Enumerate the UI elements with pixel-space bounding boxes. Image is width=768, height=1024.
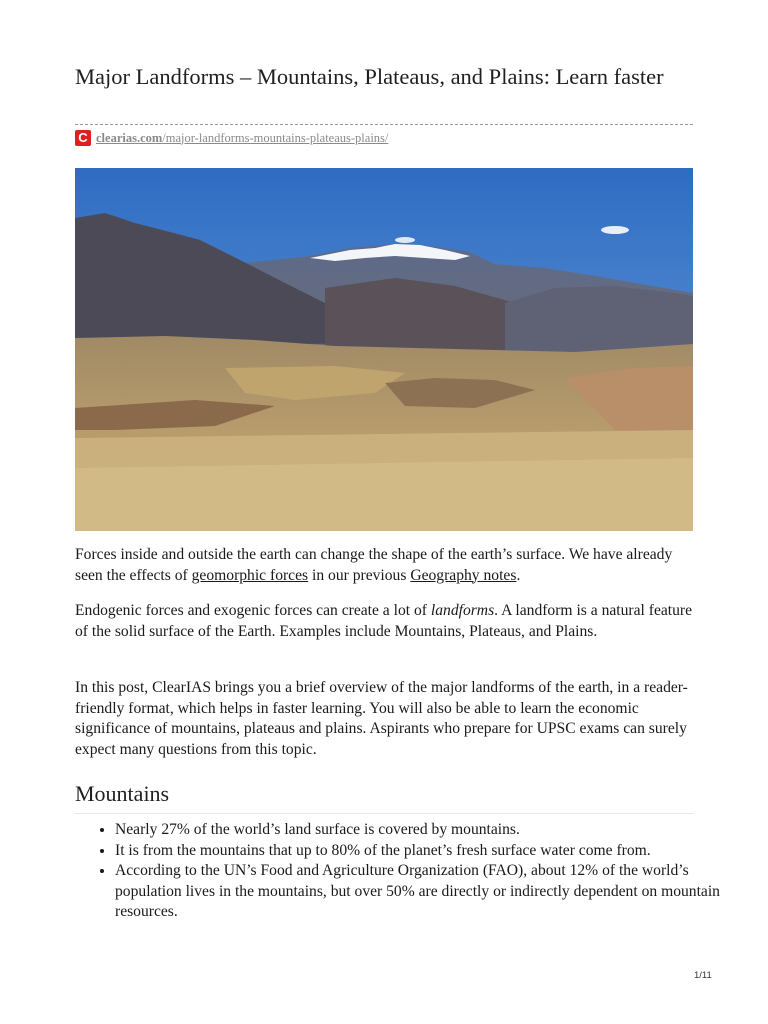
clearias-logo-icon: C <box>75 130 91 146</box>
page-number: 1/11 <box>694 970 712 981</box>
title-divider <box>75 124 693 125</box>
list-item: • According to the UN’s Food and Agriculture Organization (FAO), about 12% of the world’s population lives in the mountains, but over 50% are directly or indirectly dependent on mountain resources. <box>115 861 733 923</box>
landforms-paragraph: Endogenic forces and exogenic forces can create a lot of landforms. A landform is a natural feature of the solid surface of the Earth. Examples include Mountains, Plateaus, and Plains. <box>75 602 693 640</box>
intro-paragraph: Forces inside and outside the earth can change the shape of the earth’s surface. We have already seen the effects of geomorphic forces in our previous Geography notes. <box>75 546 673 584</box>
mountain-facts-list <box>75 820 733 923</box>
section-heading-mountains: Mountains <box>75 781 170 806</box>
section-divider <box>75 813 693 814</box>
landscape-photo <box>75 168 693 531</box>
landforms-emphasis: landforms <box>430 602 495 619</box>
geomorphic-forces-link[interactable]: geomorphic forces <box>191 566 309 584</box>
overview-paragraph: In this post, ClearIAS brings you a brief overview of the major landforms of the earth, in a reader-friendly format, which helps in faster learning. You will also be able to learn the economic significance of mountains, plateaus and plains. Aspirants who prepare for UPSC exams can surely expect many questions from this topic. <box>75 679 688 758</box>
list-item: • It is from the mountains that up to 80% of the planet’s fresh surface water come from. <box>115 841 733 862</box>
geography-notes-link[interactable]: Geography notes <box>410 566 517 584</box>
page-title: Major Landforms – Mountains, Plateaus, and Plains: Learn faster <box>75 64 664 89</box>
source-link[interactable] <box>75 129 388 147</box>
source-domain[interactable]: clearias.com <box>96 130 163 145</box>
list-item: • Nearly 27% of the world’s land surface is covered by mountains. <box>115 820 733 841</box>
source-path[interactable]: /major-landforms-mountains-plateaus-plains/ <box>162 130 389 145</box>
